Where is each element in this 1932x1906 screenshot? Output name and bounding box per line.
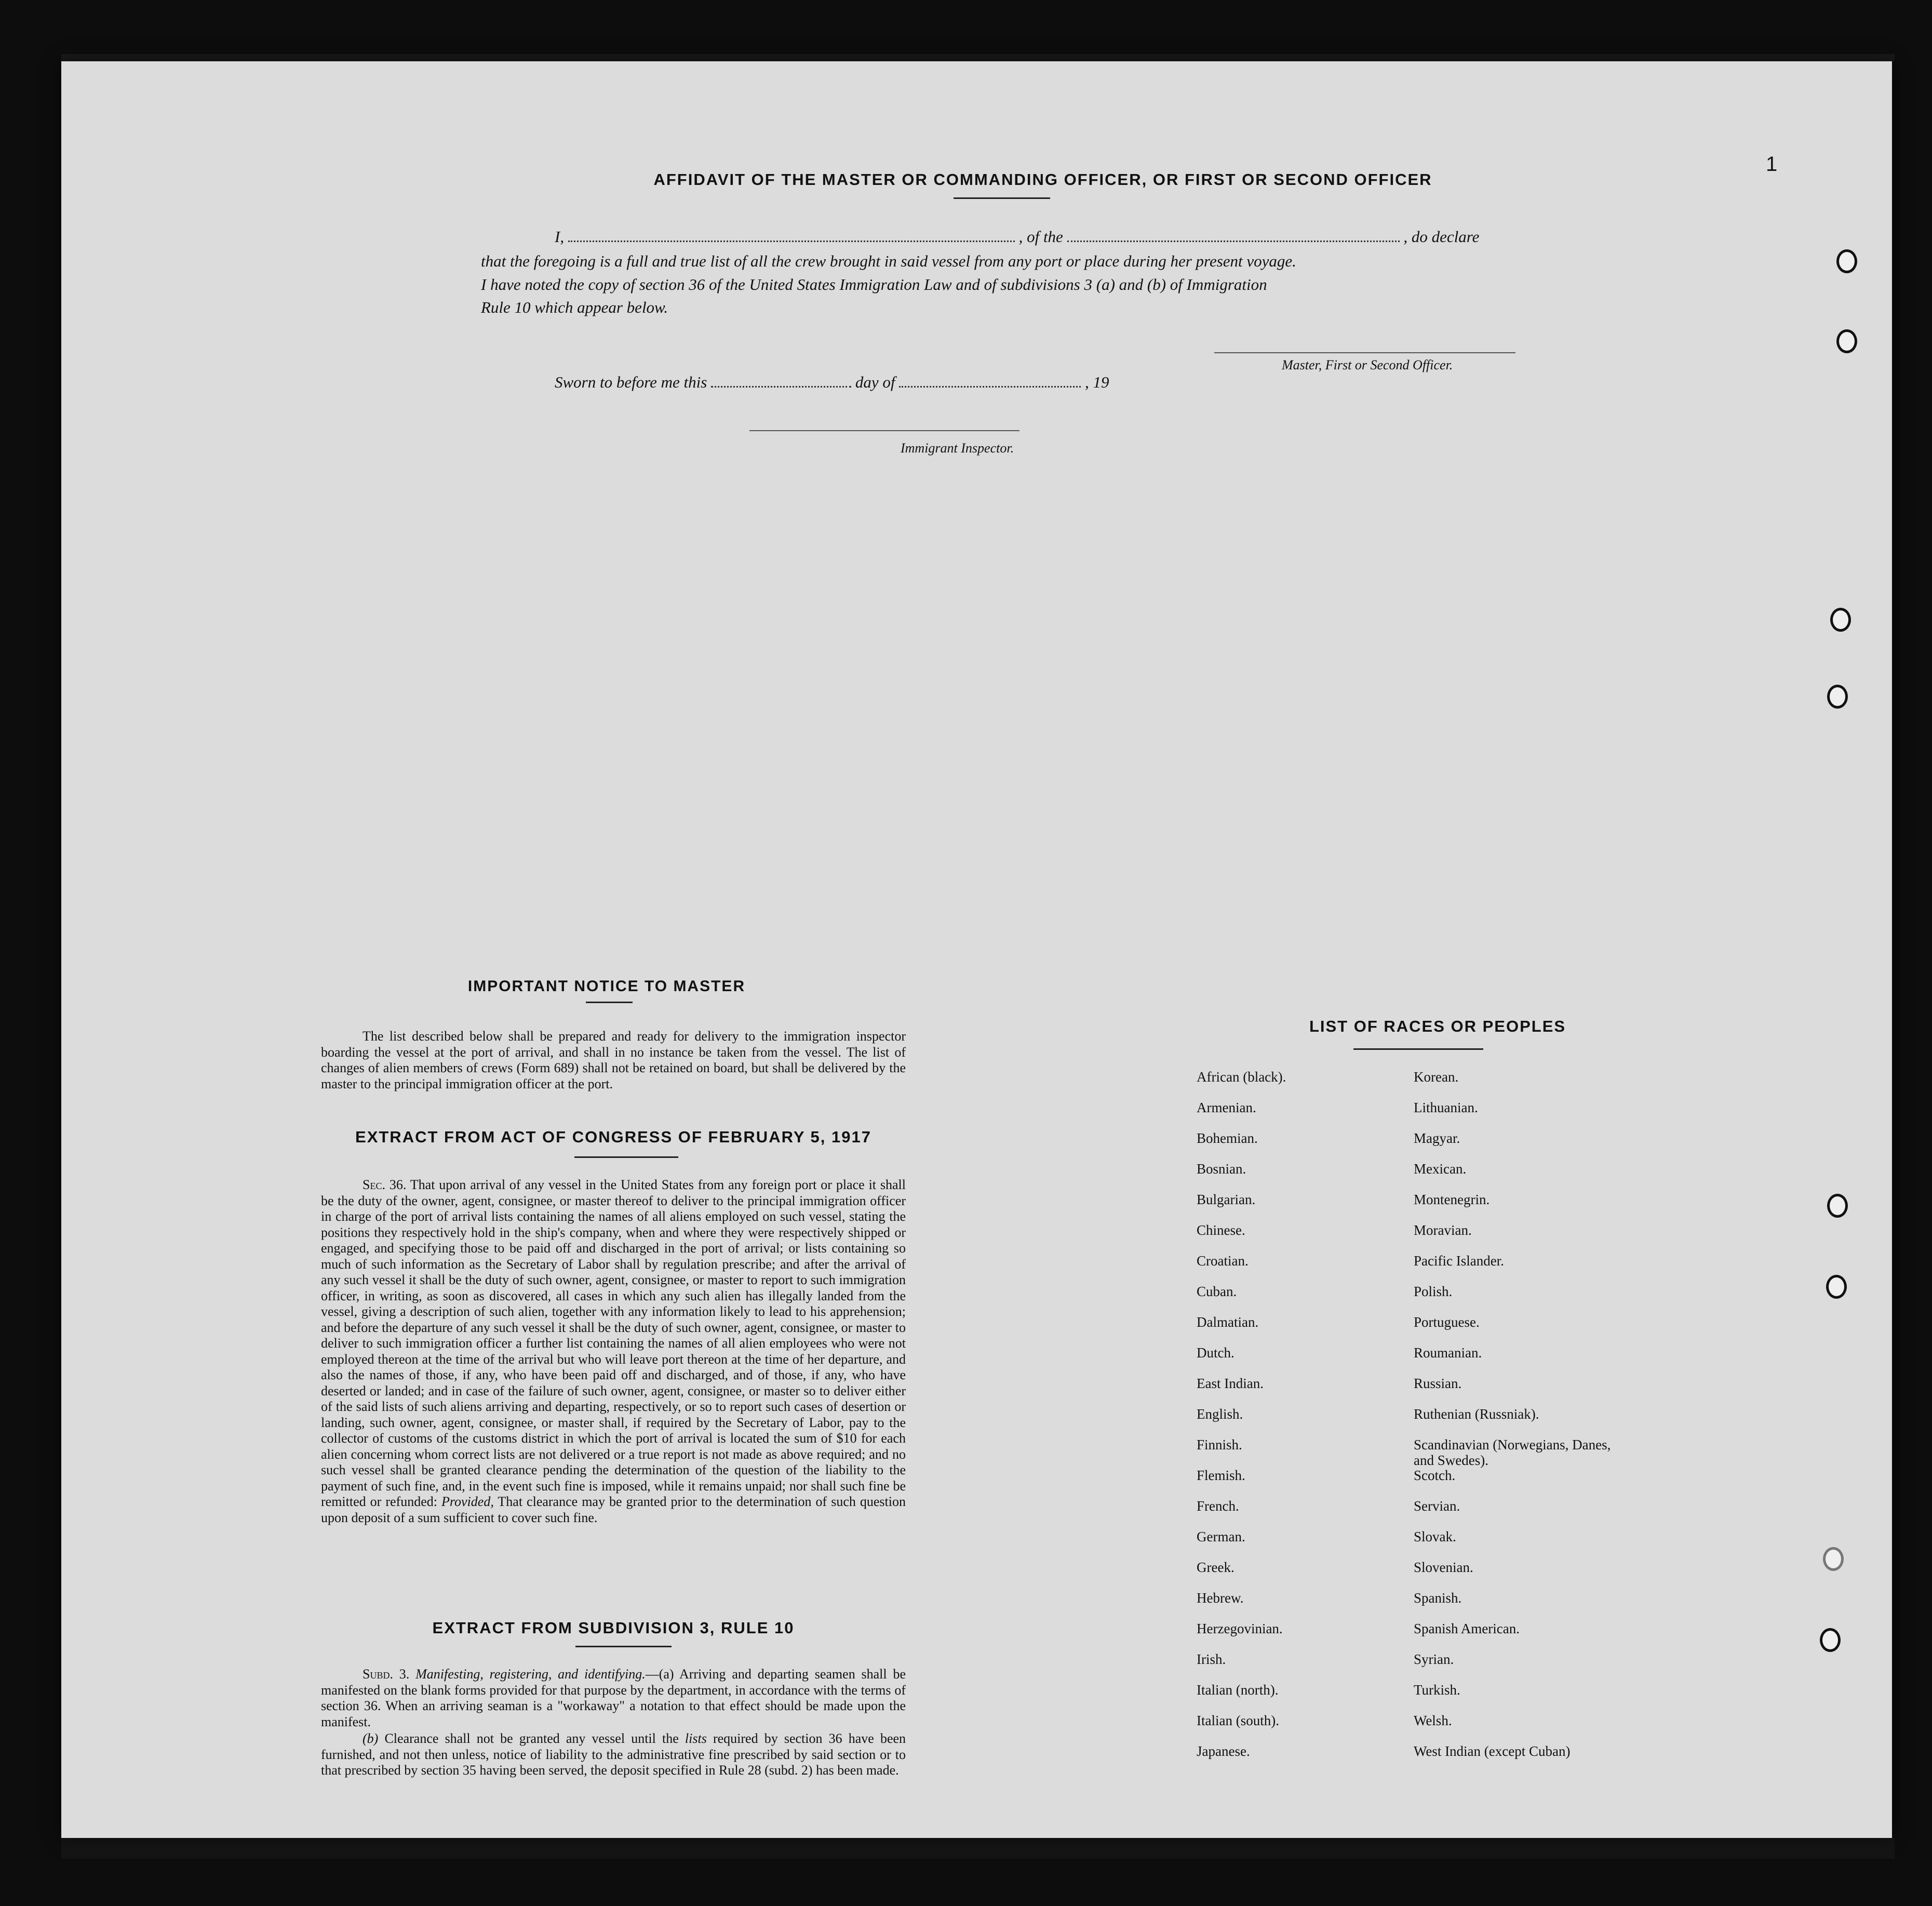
race-item: Syrian. (1414, 1651, 1454, 1667)
race-item: Scandinavian (Norwegians, Danes, and Swedes). (1414, 1437, 1611, 1468)
race-item: Russian. (1414, 1376, 1462, 1391)
races-title-rule (1353, 1048, 1483, 1050)
punch-hole-icon (1830, 608, 1851, 632)
race-item: Turkish. (1414, 1682, 1460, 1698)
race-item: Portuguese. (1414, 1314, 1480, 1330)
section-36-text: That upon arrival of any vessel in the United States from any foreign port or place it shall be the duty of the owner, agent, consignee, or master thereof to deliver to the principal immigration officer in charge of the port of arrival lists containing the names of all aliens employed on such vessel, stating the positions they respectively hold in the ship's company, when and where they were respectively shipped or engaged, and specifying those to be paid off and discharged in the port of arrival; or lists containing so much of such information as the Secretary of Labor shall by regulation prescribe; and after the arrival of any such vessel it shall be the duty of such owner, agent, consignee, or master to report to such immigration officer, in writing, as soon as discovered, all cases in which any such alien has illegally landed from the vessel, giving a description of such alien, together with any information likely to lead to his apprehension; and before the departure of any such vessel it shall be the duty of such owner, agent, consignee, or master to deliver to such immigration officer a further list containing the names of all alien employees who were not employed thereon at the time of the arrival but who will leave port thereon at the time of her departure, and also the names of those, if any, who have been paid off and discharged, and of those, if any, who have deserted or landed; and in case of the failure of such owner, agent, consignee, or master so to deliver either of the said lists of such aliens arriving and departing, respectively, or so to report such cases of desertion or landing, such owner, agent, consignee, or master shall, if required by the Secretary of Labor, pay to the collector of customs of the customs district in which the port of arrival is located the sum of $10 for each alien concerning whom correct lists are not delivered or a true report is not made as above required; and no such vessel shall be granted clearance pending the determination of the question of the liability to the payment of such fine, and, in the event such fine is imposed, while it remains unpaid; nor shall such fine be remitted or refunded: (321, 1177, 906, 1509)
punch-hole-icon (1836, 329, 1857, 353)
affidavit-title: AFFIDAVIT OF THE MASTER OR COMMANDING OFFICER, OR FIRST OR SECOND OFFICER (653, 170, 1432, 189)
race-item: Greek. (1197, 1560, 1235, 1575)
declaration-line-1 (555, 228, 1583, 246)
rule-subd-b (321, 1731, 906, 1779)
para-b-lists: lists (685, 1731, 707, 1746)
section-36-text-end: That clearance may be granted prior to the determination of such question upon deposit of a sum sufficient to cover such fine. (321, 1494, 906, 1525)
subd-label: Subd. 3. (363, 1667, 410, 1682)
para-a-text: Arriving and departing seamen shall be manifested on the blank forms provided for that purpose by the department, in accordance with the terms of section 36. When an arriving seaman is a "workaway" a notation to that effect should be made upon the manifest. (321, 1667, 906, 1729)
declaration-suffix: , do declare (1403, 228, 1480, 246)
officer-signature-line[interactable] (1214, 352, 1515, 353)
race-item: Japanese. (1197, 1743, 1250, 1759)
rule-extract-title-rule (575, 1646, 672, 1647)
race-item: Slovenian. (1414, 1560, 1473, 1575)
rule-extract-title: EXTRACT FROM SUBDIVISION 3, RULE 10 (432, 1619, 795, 1637)
race-item: East Indian. (1197, 1376, 1264, 1391)
inspector-signature-line[interactable] (749, 430, 1019, 431)
punch-hole-icon (1827, 1194, 1848, 1218)
sworn-line (555, 373, 1230, 392)
declaration-prefix: I, (555, 228, 565, 246)
para-b-text-2: required by section 36 have been furnished, and not then unless, notice of liability to the administrative fine prescribed by said section or to that prescribed by section 35 having been served, the deposit specified in Rule 28 (subd. 2) has been made. (321, 1731, 906, 1778)
punch-hole-icon (1836, 249, 1857, 273)
race-item: Spanish American. (1414, 1621, 1520, 1636)
race-item: English. (1197, 1406, 1243, 1422)
notice-title: IMPORTANT NOTICE TO MASTER (467, 978, 746, 995)
race-item: Lithuanian. (1414, 1100, 1478, 1115)
race-item: Finnish. (1197, 1437, 1242, 1452)
bottom-edge (61, 1838, 1895, 1859)
act-extract-body (321, 1177, 906, 1526)
race-item: Montenegrin. (1414, 1192, 1490, 1207)
officer-signature-label: Master, First or Second Officer. (1282, 357, 1453, 372)
race-item: Roumanian. (1414, 1345, 1482, 1361)
race-item: Italian (north). (1197, 1682, 1279, 1698)
race-item: Bosnian. (1197, 1161, 1246, 1177)
race-item: Armenian. (1197, 1100, 1256, 1115)
race-item: Pacific Islander. (1414, 1253, 1504, 1269)
race-item: Bulgarian. (1197, 1192, 1256, 1207)
race-item: Dalmatian. (1197, 1314, 1259, 1330)
sworn-prefix: Sworn to before me this (555, 373, 707, 391)
race-item: Servian. (1414, 1498, 1460, 1514)
race-item: Polish. (1414, 1284, 1453, 1299)
declaration-line-2: that the foregoing is a full and true list of all the crew brought in said vessel from any port or place during her present voyage. (481, 252, 1296, 270)
races-left-column (1197, 1069, 1394, 1774)
page-number: 1 (1766, 153, 1778, 176)
para-a-marker: —(a) (645, 1667, 674, 1682)
race-item: Italian (south). (1197, 1713, 1279, 1728)
race-item: Welsh. (1414, 1713, 1452, 1728)
sworn-year: , 19 (1084, 373, 1109, 391)
notice-body: The list described below shall be prepared and ready for delivery to the immigration inspector boarding the vessel at the port of arrival, and shall in no instance be taken from the vessel. The list of changes of alien members of crews (Form 689) shall not be retained on board, but shall be delivered by the master to the principal immigration officer at the port. (321, 1029, 906, 1091)
sworn-day-of: day of (855, 373, 895, 391)
subd-heading: Manifesting, registering, and identifying. (415, 1667, 646, 1682)
declaration-line-4: Rule 10 which appear below. (481, 298, 668, 316)
race-item: Bohemian. (1197, 1130, 1258, 1146)
document-page (61, 61, 1892, 1838)
race-item: Flemish. (1197, 1468, 1245, 1483)
para-b-marker: (b) (363, 1731, 379, 1746)
punch-hole-icon (1826, 1275, 1847, 1299)
para-b-text-1: Clearance shall not be granted any vessel until the (384, 1731, 679, 1746)
race-item: Irish. (1197, 1651, 1226, 1667)
declaration-of-the: , of the (1018, 228, 1063, 246)
punch-hole-icon (1827, 685, 1848, 709)
rule-subd-a (321, 1667, 906, 1730)
race-item: Scotch. (1414, 1468, 1456, 1483)
punch-hole-icon (1820, 1628, 1841, 1652)
punch-hole-icon (1823, 1547, 1844, 1571)
race-item: Hebrew. (1197, 1590, 1244, 1606)
sworn-month-field[interactable] (899, 386, 1081, 388)
race-item: Moravian. (1414, 1222, 1472, 1238)
provided-label: Provided, (441, 1494, 494, 1509)
race-item: African (black). (1197, 1069, 1286, 1085)
declaration-line-3: I have noted the copy of section 36 of the United States Immigration Law and of subdivisions 3 (a) and (b) of Immigration (481, 275, 1267, 294)
races-right-column (1414, 1069, 1632, 1774)
notice-title-rule (586, 1002, 633, 1003)
sworn-day-field[interactable] (711, 386, 851, 388)
vessel-name-field[interactable] (1067, 241, 1400, 242)
race-item: Magyar. (1414, 1130, 1460, 1146)
race-item: Croatian. (1197, 1253, 1249, 1269)
race-item: Ruthenian (Russniak). (1414, 1406, 1539, 1422)
races-title: LIST OF RACES OR PEOPLES (1309, 1017, 1566, 1035)
top-edge (61, 54, 1895, 61)
race-item: Spanish. (1414, 1590, 1462, 1606)
affidavit-title-rule (954, 197, 1050, 199)
race-item: Chinese. (1197, 1222, 1245, 1238)
race-item: German. (1197, 1529, 1245, 1544)
race-item: Cuban. (1197, 1284, 1237, 1299)
race-item: West Indian (except Cuban) (1414, 1743, 1571, 1759)
race-item: Mexican. (1414, 1161, 1467, 1177)
act-extract-title-rule (574, 1156, 678, 1158)
section-36-label: Sec. 36. (363, 1177, 407, 1192)
inspector-signature-label: Immigrant Inspector. (901, 441, 1014, 456)
race-item: Korean. (1414, 1069, 1459, 1085)
race-item: Slovak. (1414, 1529, 1456, 1544)
race-item: Herzegovinian. (1197, 1621, 1283, 1636)
race-item: Dutch. (1197, 1345, 1235, 1361)
act-extract-title: EXTRACT FROM ACT OF CONGRESS OF FEBRUARY 5, 1917 (355, 1128, 871, 1146)
race-item: French. (1197, 1498, 1239, 1514)
declarant-name-field[interactable] (568, 241, 1015, 242)
